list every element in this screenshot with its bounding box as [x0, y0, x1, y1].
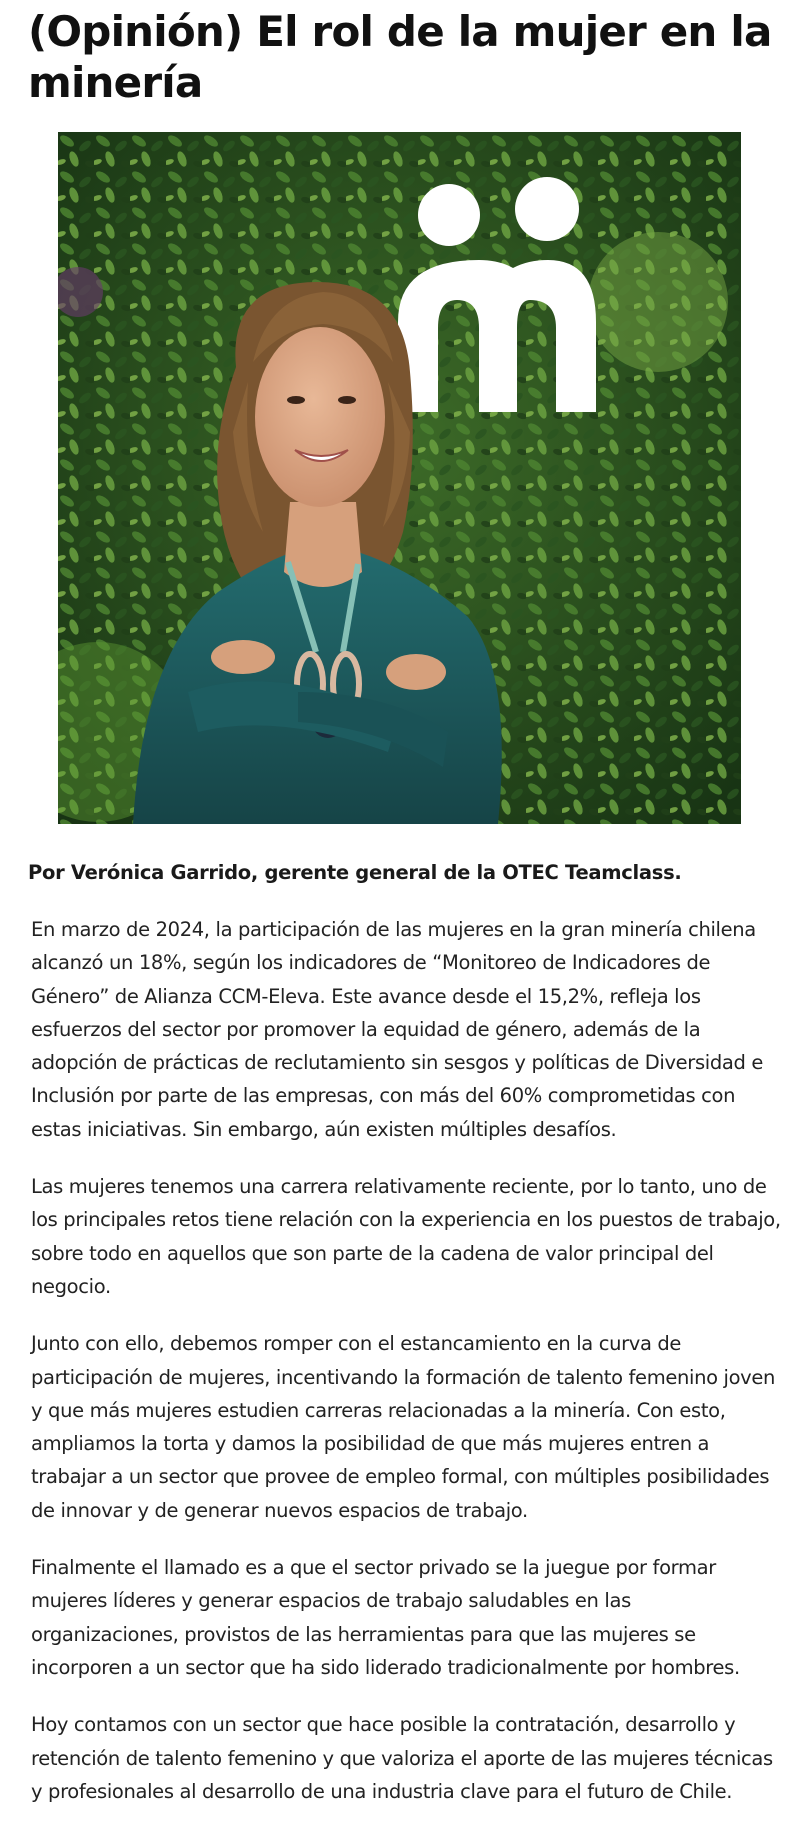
article-title: (Opinión) El rol de la mujer en la minería [28, 7, 772, 107]
article-paragraph: Las mujeres tenemos una carrera relativamente reciente, por lo tanto, uno de los principales retos tiene relación con la experiencia en los puestos de trabajo, sobre todo en aquellos que son parte de la cadena de valor principal del negocio. [31, 1175, 781, 1298]
article-paragraph: Junto con ello, debemos romper con el estancamiento en la curva de participación de mujeres, incentivando la formación de talento femenino joven y que más mujeres estudien carreras relacionadas a la minería. Con esto, ampliamos la torta y damos la posibilidad de que más mujeres entren a trabajar a un sector que provee de empleo formal, con múltiples posibilidades de innovar y de generar nuevos espacios de trabajo. [31, 1332, 775, 1522]
portrait-image [58, 132, 741, 824]
article-paragraph: En marzo de 2024, la participación de las mujeres en la gran minería chilena alcanzó un 18%, según los indicadores de “Monitoreo de Indicadores de Género” de Alianza CCM-Eleva. Este avance desde el 15,2%, refleja los esfuerzos del sector por promover la equidad de género, además de la adopción de prácticas de reclutamiento sin sesgos y políticas de Diversidad e Inclusión por parte de las empresas, con más del 60% comprometidas con estas iniciativas. Sin embargo, aún existen múltiples desafíos. [31, 918, 763, 1141]
article-paragraph: Finalmente el llamado es a que el sector privado se la juegue por formar mujeres líderes y generar espacios de trabajo saludables en las organizaciones, provistos de las herramientas para que las mujeres se incorporen a un sector que ha sido liderado tradicionalmente por hombres. [31, 1556, 740, 1679]
article-byline: Por Verónica Garrido, gerente general de la OTEC Teamclass. [28, 861, 682, 884]
article-body [31, 913, 781, 1832]
article-paragraph: Hoy contamos con un sector que hace posible la contratación, desarrollo y retención de talento femenino y que valoriza el aporte de las mujeres técnicas y profesionales al desarrollo de una industria clave para el futuro de Chile. [31, 1713, 773, 1803]
article-photo [58, 132, 741, 824]
